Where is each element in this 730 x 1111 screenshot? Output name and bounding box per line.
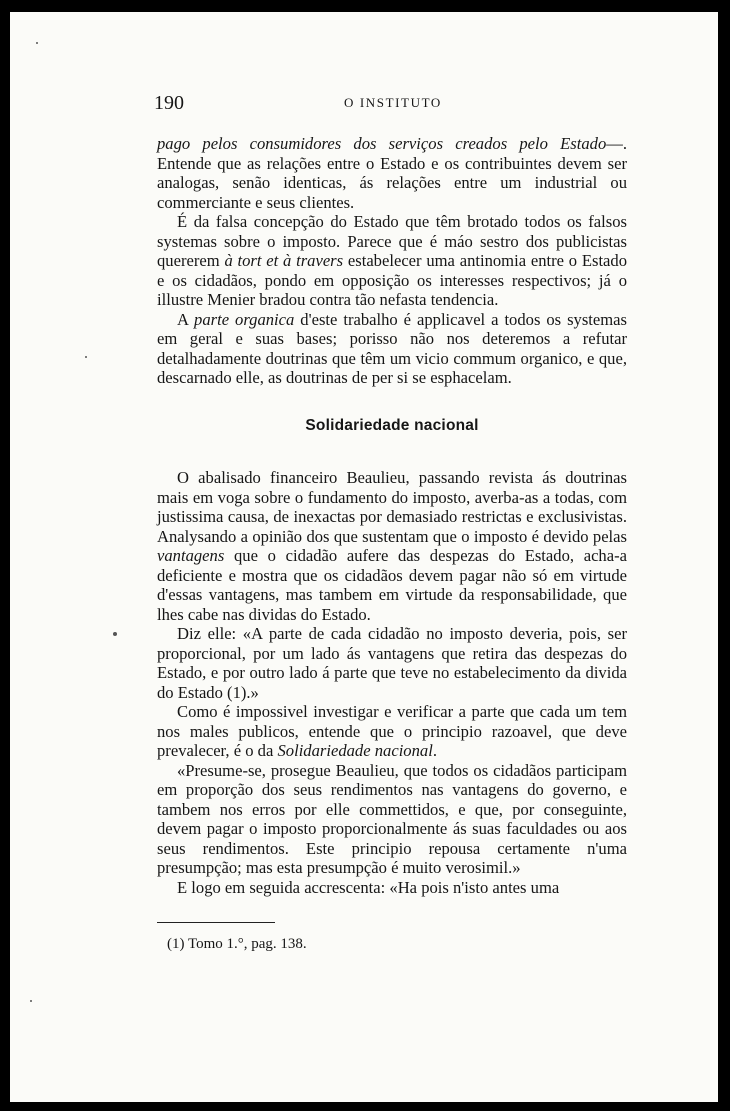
paragraph: [157, 310, 627, 388]
italic-run: vantagens: [157, 546, 225, 565]
scan-speck: [30, 1000, 32, 1002]
scan-speck: [113, 632, 117, 636]
paragraph: [157, 468, 627, 624]
text-run: Como é impossivel investigar e verificar a parte que cada um tem nos males publicos, entende que o principio razoavel, que deve prevalecer, é o da: [157, 702, 627, 760]
scan-speck: [36, 42, 38, 44]
text-run: .: [432, 741, 437, 760]
paragraph: [157, 702, 627, 761]
footnote-divider: [157, 922, 275, 923]
book-page: [10, 12, 718, 1102]
paragraph: [157, 212, 627, 310]
text-run: que o cidadão aufere das despezas do Estado, acha-a deficiente e mostra que os cidadãos devem pagar não só em virtude d'essas vantagens, mas tambem em virtude da responsabilidade, que lhes cabe nas dividas do Estado.: [157, 546, 627, 624]
text-block-intro: [157, 134, 627, 388]
page-number: 190: [154, 92, 184, 114]
text-block-solidariedade: [157, 468, 627, 897]
text-run: O abalisado financeiro Beaulieu, passando revista ás doutrinas mais em voga sobre o fundamento do imposto, averba-as a todas, com justissima causa, de inexactas por demasiado restrictas e exclusivistas. Analysando a opinião dos que sustentam que o imposto é devido pelas: [157, 468, 627, 546]
italic-run: à tort et à travers: [224, 251, 344, 270]
scan-speck: [85, 356, 87, 358]
text-run: «Presume-se, prosegue Beaulieu, que todos os cidadãos participam em proporção dos seus rendimentos nas vantagens do governo, e tambem nos erros por elle commettidos, e que, por conseguinte, devem pagar o imposto proporcionalmente ás suas faculdades ou aos seus rendimentos. Este principio repousa certamente n'uma presumpção; mas esta presumpção é muito verosimil.»: [157, 760, 627, 877]
italic-run: Solidariedade nacional: [277, 741, 433, 760]
paragraph: [157, 134, 627, 212]
italic-run: parte organica: [194, 309, 295, 329]
text-run: —. Entende que as relações entre o Estado e os contribuintes devem ser analogas, senão identicas, ás relações entre um industrial ou commerciante e seus clientes.: [157, 134, 627, 212]
text-run: estabelecer uma antinomia entre o Estado e os cidadãos, pondo em opposição os interesses respectivos; já o illustre Menier bradou contra tão nefasta tendencia.: [157, 251, 628, 309]
footnote: (1) Tomo 1.°, pag. 138.: [167, 936, 307, 952]
paragraph: [157, 761, 627, 878]
running-title: O INSTITUTO: [344, 95, 442, 110]
text-run: E logo em seguida accrescenta: «Ha pois n'isto antes uma: [177, 877, 560, 897]
text-run: d'este trabalho é applicavel a todos os systemas em geral e suas bases; porisso não nos deteremos a refutar detalhadamente doutrinas que têm um vicio commum organico, e que, descarnado elle, as doutrinas de per si se esphacelam.: [157, 309, 627, 387]
text-run: A: [177, 309, 195, 329]
italic-run: pago pelos consumidores dos serviços creados pelo Estado: [157, 134, 607, 153]
paragraph: [157, 878, 627, 898]
text-run: É da falsa concepção do Estado que têm brotado todos os falsos systemas sobre o imposto. Parece que é máo sestro dos publicistas quererem: [157, 212, 627, 270]
section-title: Solidariedade nacional: [305, 417, 479, 434]
page-header: [154, 92, 634, 118]
paragraph: [157, 624, 627, 702]
text-run: Diz elle: «A parte de cada cidadão no imposto deveria, pois, ser proporcional, por um lado ás vantagens que retira das despezas do Estado, e por outro lado á parte que teve no estabelecimento da divida do Estado (1).»: [157, 624, 627, 702]
